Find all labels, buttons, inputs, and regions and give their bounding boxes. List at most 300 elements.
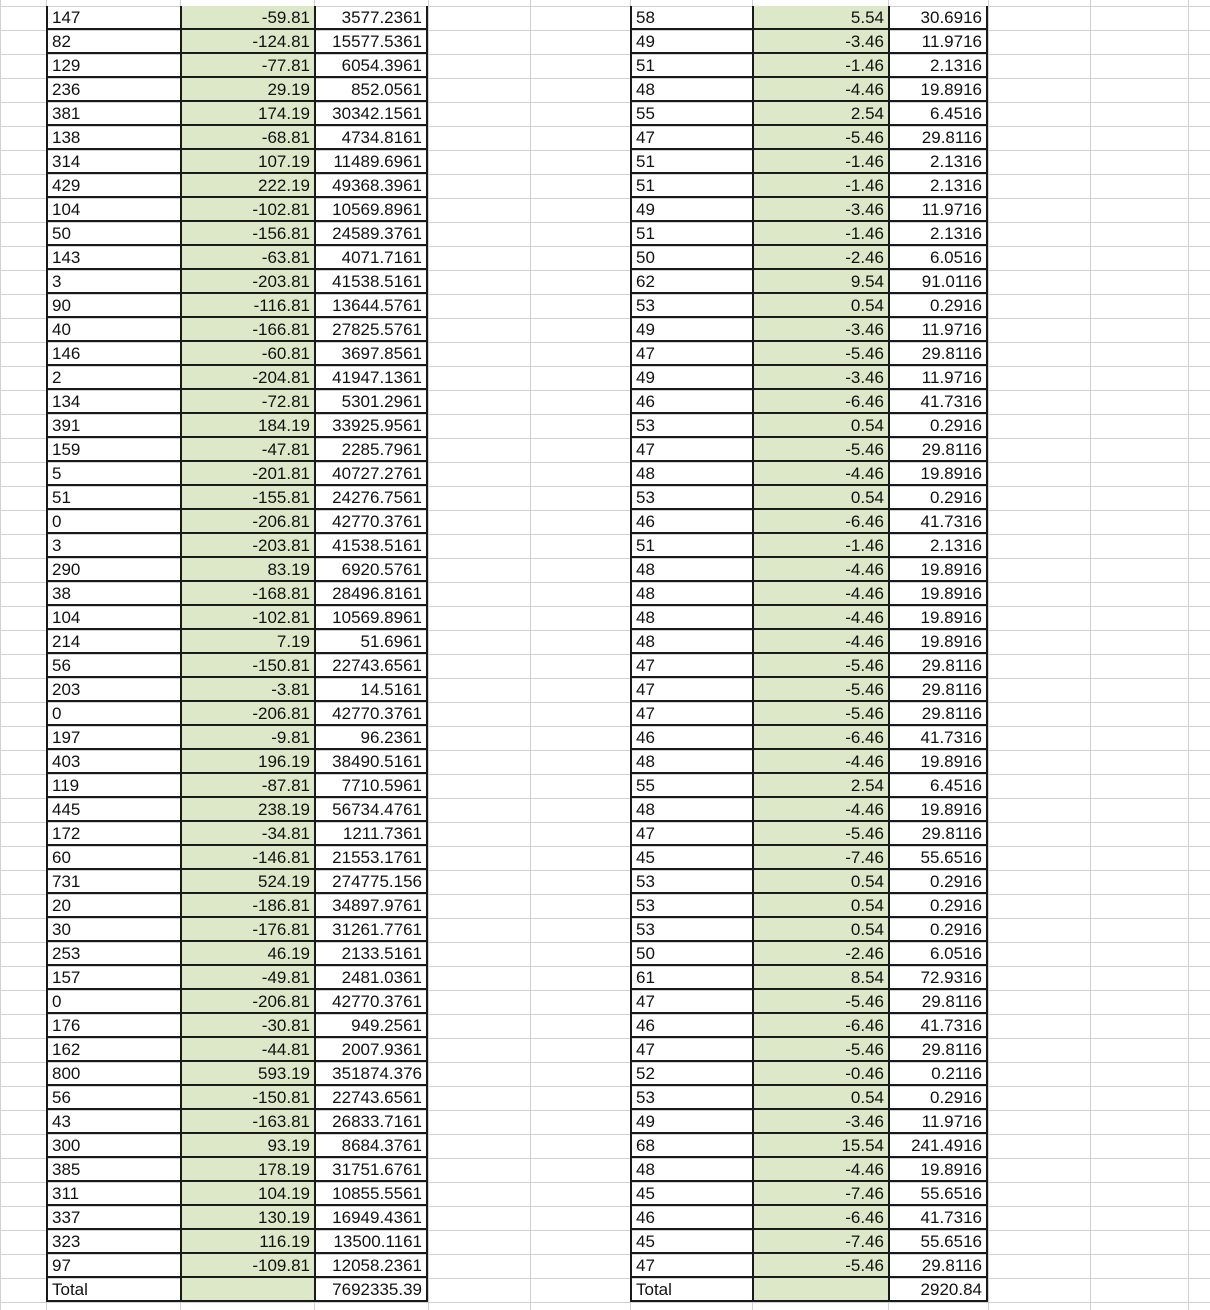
value-cell[interactable]: 38 <box>46 582 180 606</box>
squared-deviation-cell[interactable]: 55.6516 <box>888 1182 988 1206</box>
deviation-cell[interactable]: -206.81 <box>180 990 314 1014</box>
deviation-cell[interactable]: 2.54 <box>752 102 888 126</box>
squared-deviation-cell[interactable]: 41947.1361 <box>314 366 428 390</box>
squared-deviation-cell[interactable]: 10855.5561 <box>314 1182 428 1206</box>
deviation-cell[interactable]: 15.54 <box>752 1134 888 1158</box>
value-cell[interactable]: 56 <box>46 654 180 678</box>
deviation-cell[interactable]: -146.81 <box>180 846 314 870</box>
squared-deviation-cell[interactable]: 19.8916 <box>888 78 988 102</box>
value-cell[interactable]: 48 <box>630 750 752 774</box>
deviation-cell[interactable]: -109.81 <box>180 1254 314 1278</box>
value-cell[interactable]: 253 <box>46 942 180 966</box>
squared-deviation-cell[interactable]: 351874.376 <box>314 1062 428 1086</box>
deviation-cell[interactable]: 2.54 <box>752 774 888 798</box>
value-cell[interactable]: 62 <box>630 270 752 294</box>
deviation-cell[interactable]: 184.19 <box>180 414 314 438</box>
value-cell[interactable]: 176 <box>46 1014 180 1038</box>
deviation-cell[interactable]: -0.46 <box>752 1062 888 1086</box>
value-cell[interactable]: 385 <box>46 1158 180 1182</box>
squared-deviation-cell[interactable]: 41.7316 <box>888 726 988 750</box>
value-cell[interactable]: 48 <box>630 1158 752 1182</box>
value-cell[interactable]: 51 <box>630 150 752 174</box>
deviation-cell[interactable]: -102.81 <box>180 198 314 222</box>
value-cell[interactable]: 337 <box>46 1206 180 1230</box>
value-cell[interactable]: 197 <box>46 726 180 750</box>
deviation-cell[interactable]: -5.46 <box>752 654 888 678</box>
deviation-cell[interactable]: -201.81 <box>180 462 314 486</box>
squared-deviation-cell[interactable]: 49368.3961 <box>314 174 428 198</box>
deviation-cell[interactable]: -204.81 <box>180 366 314 390</box>
deviation-cell[interactable]: -163.81 <box>180 1110 314 1134</box>
deviation-cell[interactable]: -166.81 <box>180 318 314 342</box>
deviation-cell[interactable]: 0.54 <box>752 486 888 510</box>
deviation-cell[interactable]: -4.46 <box>752 750 888 774</box>
deviation-cell[interactable]: -1.46 <box>752 54 888 78</box>
squared-deviation-cell[interactable]: 29.8116 <box>888 438 988 462</box>
deviation-cell[interactable]: -4.46 <box>752 1158 888 1182</box>
squared-deviation-cell[interactable]: 21553.1761 <box>314 846 428 870</box>
deviation-cell[interactable]: -124.81 <box>180 30 314 54</box>
squared-deviation-cell[interactable]: 41.7316 <box>888 1014 988 1038</box>
value-cell[interactable]: 47 <box>630 438 752 462</box>
value-cell[interactable]: 143 <box>46 246 180 270</box>
squared-deviation-cell[interactable]: 11.9716 <box>888 1110 988 1134</box>
deviation-cell[interactable]: -9.81 <box>180 726 314 750</box>
value-cell[interactable]: 381 <box>46 102 180 126</box>
deviation-cell[interactable]: 0.54 <box>752 870 888 894</box>
deviation-cell[interactable]: -6.46 <box>752 1206 888 1230</box>
deviation-cell[interactable]: -3.46 <box>752 198 888 222</box>
deviation-cell[interactable]: -59.81 <box>180 6 314 30</box>
deviation-cell[interactable] <box>752 1278 888 1302</box>
squared-deviation-cell[interactable]: 27825.5761 <box>314 318 428 342</box>
deviation-cell[interactable]: -150.81 <box>180 654 314 678</box>
value-cell[interactable]: 60 <box>46 846 180 870</box>
deviation-cell[interactable]: -156.81 <box>180 222 314 246</box>
squared-deviation-cell[interactable]: 274775.156 <box>314 870 428 894</box>
value-cell[interactable]: 55 <box>630 102 752 126</box>
squared-deviation-cell[interactable]: 19.8916 <box>888 1158 988 1182</box>
deviation-cell[interactable]: -2.46 <box>752 942 888 966</box>
deviation-cell[interactable]: 196.19 <box>180 750 314 774</box>
squared-deviation-cell[interactable]: 6.4516 <box>888 102 988 126</box>
value-cell[interactable]: 445 <box>46 798 180 822</box>
squared-deviation-cell[interactable]: 12058.2361 <box>314 1254 428 1278</box>
deviation-cell[interactable]: 174.19 <box>180 102 314 126</box>
squared-deviation-cell[interactable]: 11.9716 <box>888 366 988 390</box>
value-cell[interactable]: 53 <box>630 870 752 894</box>
deviation-cell[interactable]: -5.46 <box>752 1254 888 1278</box>
deviation-cell[interactable]: 0.54 <box>752 894 888 918</box>
deviation-cell[interactable]: -150.81 <box>180 1086 314 1110</box>
deviation-cell[interactable]: -5.46 <box>752 678 888 702</box>
value-cell[interactable]: 214 <box>46 630 180 654</box>
value-cell[interactable]: 45 <box>630 1182 752 1206</box>
deviation-cell[interactable]: -68.81 <box>180 126 314 150</box>
squared-deviation-cell[interactable]: 13500.1161 <box>314 1230 428 1254</box>
value-cell[interactable]: 104 <box>46 606 180 630</box>
value-cell[interactable]: 138 <box>46 126 180 150</box>
deviation-cell[interactable]: -4.46 <box>752 798 888 822</box>
squared-deviation-cell[interactable]: 0.2916 <box>888 870 988 894</box>
squared-deviation-cell[interactable]: 19.8916 <box>888 798 988 822</box>
deviation-cell[interactable]: 29.19 <box>180 78 314 102</box>
value-cell[interactable]: 48 <box>630 78 752 102</box>
squared-deviation-cell[interactable]: 2.1316 <box>888 54 988 78</box>
deviation-cell[interactable]: -4.46 <box>752 630 888 654</box>
value-cell[interactable]: 5 <box>46 462 180 486</box>
deviation-cell[interactable]: 130.19 <box>180 1206 314 1230</box>
value-cell[interactable]: 51 <box>630 54 752 78</box>
squared-deviation-cell[interactable]: 41.7316 <box>888 510 988 534</box>
deviation-cell[interactable]: -5.46 <box>752 342 888 366</box>
squared-deviation-cell[interactable]: 19.8916 <box>888 606 988 630</box>
value-cell[interactable]: 203 <box>46 678 180 702</box>
squared-deviation-cell[interactable]: 3697.8561 <box>314 342 428 366</box>
value-cell[interactable]: 47 <box>630 822 752 846</box>
value-cell[interactable]: 47 <box>630 342 752 366</box>
squared-deviation-cell[interactable]: 31261.7761 <box>314 918 428 942</box>
deviation-cell[interactable]: -5.46 <box>752 126 888 150</box>
squared-deviation-cell[interactable]: 72.9316 <box>888 966 988 990</box>
squared-deviation-cell[interactable]: 22743.6561 <box>314 654 428 678</box>
deviation-cell[interactable]: 8.54 <box>752 966 888 990</box>
deviation-cell[interactable]: 593.19 <box>180 1062 314 1086</box>
deviation-cell[interactable]: -4.46 <box>752 462 888 486</box>
deviation-cell[interactable]: -44.81 <box>180 1038 314 1062</box>
deviation-cell[interactable]: -4.46 <box>752 606 888 630</box>
value-cell[interactable]: 46 <box>630 1206 752 1230</box>
deviation-cell[interactable]: -5.46 <box>752 822 888 846</box>
squared-deviation-cell[interactable]: 19.8916 <box>888 582 988 606</box>
squared-deviation-cell[interactable]: 6.0516 <box>888 942 988 966</box>
squared-deviation-cell[interactable]: 30.6916 <box>888 6 988 30</box>
value-cell[interactable]: 2 <box>46 366 180 390</box>
squared-deviation-cell[interactable]: 2.1316 <box>888 150 988 174</box>
squared-deviation-cell[interactable]: 34897.9761 <box>314 894 428 918</box>
value-cell[interactable]: 49 <box>630 366 752 390</box>
deviation-cell[interactable]: -3.46 <box>752 318 888 342</box>
squared-deviation-cell[interactable]: 26833.7161 <box>314 1110 428 1134</box>
value-cell[interactable]: 0 <box>46 510 180 534</box>
value-cell[interactable]: 300 <box>46 1134 180 1158</box>
deviation-cell[interactable]: -6.46 <box>752 726 888 750</box>
deviation-cell[interactable]: -87.81 <box>180 774 314 798</box>
total-label[interactable]: Total <box>46 1278 180 1302</box>
squared-deviation-cell[interactable]: 55.6516 <box>888 846 988 870</box>
value-cell[interactable]: 58 <box>630 6 752 30</box>
deviation-cell[interactable]: -4.46 <box>752 558 888 582</box>
value-cell[interactable]: 46 <box>630 1014 752 1038</box>
deviation-cell[interactable]: -49.81 <box>180 966 314 990</box>
deviation-cell[interactable]: 116.19 <box>180 1230 314 1254</box>
squared-deviation-cell[interactable]: 24276.7561 <box>314 486 428 510</box>
deviation-cell[interactable]: 178.19 <box>180 1158 314 1182</box>
deviation-cell[interactable]: 93.19 <box>180 1134 314 1158</box>
value-cell[interactable]: 97 <box>46 1254 180 1278</box>
squared-deviation-cell[interactable]: 28496.8161 <box>314 582 428 606</box>
value-cell[interactable]: 48 <box>630 558 752 582</box>
value-cell[interactable]: 3 <box>46 270 180 294</box>
value-cell[interactable]: 290 <box>46 558 180 582</box>
deviation-cell[interactable]: -1.46 <box>752 534 888 558</box>
squared-deviation-cell[interactable]: 2.1316 <box>888 534 988 558</box>
value-cell[interactable]: 403 <box>46 750 180 774</box>
value-cell[interactable]: 0 <box>46 702 180 726</box>
value-cell[interactable]: 52 <box>630 1062 752 1086</box>
value-cell[interactable]: 50 <box>630 942 752 966</box>
value-cell[interactable]: 51 <box>630 534 752 558</box>
squared-deviation-cell[interactable]: 91.0116 <box>888 270 988 294</box>
squared-deviation-cell[interactable]: 29.8116 <box>888 654 988 678</box>
squared-deviation-cell[interactable]: 42770.3761 <box>314 510 428 534</box>
value-cell[interactable]: 48 <box>630 798 752 822</box>
value-cell[interactable]: 51 <box>630 174 752 198</box>
value-cell[interactable]: 162 <box>46 1038 180 1062</box>
deviation-cell[interactable]: 46.19 <box>180 942 314 966</box>
total-value[interactable]: 2920.84 <box>888 1278 988 1302</box>
squared-deviation-cell[interactable]: 22743.6561 <box>314 1086 428 1110</box>
deviation-cell[interactable]: 0.54 <box>752 294 888 318</box>
deviation-cell[interactable]: 524.19 <box>180 870 314 894</box>
value-cell[interactable]: 49 <box>630 318 752 342</box>
squared-deviation-cell[interactable]: 2.1316 <box>888 174 988 198</box>
squared-deviation-cell[interactable]: 56734.4761 <box>314 798 428 822</box>
deviation-cell[interactable]: 238.19 <box>180 798 314 822</box>
deviation-cell[interactable]: 5.54 <box>752 6 888 30</box>
squared-deviation-cell[interactable]: 96.2361 <box>314 726 428 750</box>
squared-deviation-cell[interactable]: 11489.6961 <box>314 150 428 174</box>
squared-deviation-cell[interactable]: 6920.5761 <box>314 558 428 582</box>
squared-deviation-cell[interactable]: 5301.2961 <box>314 390 428 414</box>
deviation-cell[interactable]: -1.46 <box>752 174 888 198</box>
squared-deviation-cell[interactable]: 19.8916 <box>888 630 988 654</box>
squared-deviation-cell[interactable]: 11.9716 <box>888 318 988 342</box>
value-cell[interactable]: 20 <box>46 894 180 918</box>
deviation-cell[interactable]: -72.81 <box>180 390 314 414</box>
squared-deviation-cell[interactable]: 7710.5961 <box>314 774 428 798</box>
value-cell[interactable]: 43 <box>46 1110 180 1134</box>
deviation-cell[interactable]: -3.81 <box>180 678 314 702</box>
squared-deviation-cell[interactable]: 6.0516 <box>888 246 988 270</box>
value-cell[interactable]: 47 <box>630 678 752 702</box>
deviation-cell[interactable]: -5.46 <box>752 1038 888 1062</box>
value-cell[interactable]: 159 <box>46 438 180 462</box>
value-cell[interactable]: 30 <box>46 918 180 942</box>
squared-deviation-cell[interactable]: 11.9716 <box>888 198 988 222</box>
deviation-cell[interactable]: 0.54 <box>752 918 888 942</box>
deviation-cell[interactable]: -3.46 <box>752 30 888 54</box>
value-cell[interactable]: 391 <box>46 414 180 438</box>
squared-deviation-cell[interactable]: 33925.9561 <box>314 414 428 438</box>
deviation-cell[interactable]: -206.81 <box>180 702 314 726</box>
squared-deviation-cell[interactable]: 852.0561 <box>314 78 428 102</box>
deviation-cell[interactable]: -47.81 <box>180 438 314 462</box>
deviation-cell[interactable]: -7.46 <box>752 846 888 870</box>
value-cell[interactable]: 47 <box>630 702 752 726</box>
deviation-cell[interactable]: -77.81 <box>180 54 314 78</box>
value-cell[interactable]: 134 <box>46 390 180 414</box>
deviation-cell[interactable]: -63.81 <box>180 246 314 270</box>
squared-deviation-cell[interactable]: 51.6961 <box>314 630 428 654</box>
squared-deviation-cell[interactable]: 29.8116 <box>888 702 988 726</box>
deviation-cell[interactable]: -6.46 <box>752 510 888 534</box>
value-cell[interactable]: 731 <box>46 870 180 894</box>
deviation-cell[interactable]: -3.46 <box>752 1110 888 1134</box>
deviation-cell[interactable]: -5.46 <box>752 438 888 462</box>
value-cell[interactable]: 53 <box>630 894 752 918</box>
value-cell[interactable]: 323 <box>46 1230 180 1254</box>
squared-deviation-cell[interactable]: 2007.9361 <box>314 1038 428 1062</box>
value-cell[interactable]: 90 <box>46 294 180 318</box>
value-cell[interactable]: 45 <box>630 846 752 870</box>
deviation-cell[interactable]: -203.81 <box>180 534 314 558</box>
squared-deviation-cell[interactable]: 0.2916 <box>888 486 988 510</box>
value-cell[interactable]: 46 <box>630 726 752 750</box>
value-cell[interactable]: 311 <box>46 1182 180 1206</box>
value-cell[interactable]: 46 <box>630 390 752 414</box>
deviation-cell[interactable]: -7.46 <box>752 1182 888 1206</box>
squared-deviation-cell[interactable]: 2133.5161 <box>314 942 428 966</box>
squared-deviation-cell[interactable]: 2481.0361 <box>314 966 428 990</box>
squared-deviation-cell[interactable]: 19.8916 <box>888 462 988 486</box>
deviation-cell[interactable]: 104.19 <box>180 1182 314 1206</box>
squared-deviation-cell[interactable]: 29.8116 <box>888 1254 988 1278</box>
value-cell[interactable]: 47 <box>630 1254 752 1278</box>
squared-deviation-cell[interactable]: 29.8116 <box>888 990 988 1014</box>
squared-deviation-cell[interactable]: 0.2916 <box>888 294 988 318</box>
value-cell[interactable]: 47 <box>630 990 752 1014</box>
squared-deviation-cell[interactable]: 8684.3761 <box>314 1134 428 1158</box>
deviation-cell[interactable]: 7.19 <box>180 630 314 654</box>
squared-deviation-cell[interactable]: 14.5161 <box>314 678 428 702</box>
squared-deviation-cell[interactable]: 0.2116 <box>888 1062 988 1086</box>
squared-deviation-cell[interactable]: 55.6516 <box>888 1230 988 1254</box>
value-cell[interactable]: 53 <box>630 414 752 438</box>
value-cell[interactable]: 50 <box>46 222 180 246</box>
total-value[interactable]: 7692335.39 <box>314 1278 428 1302</box>
deviation-cell[interactable]: -116.81 <box>180 294 314 318</box>
squared-deviation-cell[interactable]: 29.8116 <box>888 822 988 846</box>
squared-deviation-cell[interactable]: 31751.6761 <box>314 1158 428 1182</box>
value-cell[interactable]: 47 <box>630 1038 752 1062</box>
deviation-cell[interactable]: -206.81 <box>180 510 314 534</box>
deviation-cell[interactable]: -176.81 <box>180 918 314 942</box>
deviation-cell[interactable]: -3.46 <box>752 366 888 390</box>
value-cell[interactable]: 104 <box>46 198 180 222</box>
deviation-cell[interactable]: -7.46 <box>752 1230 888 1254</box>
squared-deviation-cell[interactable]: 4734.8161 <box>314 126 428 150</box>
value-cell[interactable]: 53 <box>630 1086 752 1110</box>
value-cell[interactable]: 146 <box>46 342 180 366</box>
squared-deviation-cell[interactable]: 0.2916 <box>888 894 988 918</box>
deviation-cell[interactable]: -5.46 <box>752 702 888 726</box>
value-cell[interactable]: 51 <box>630 222 752 246</box>
deviation-cell[interactable]: 0.54 <box>752 414 888 438</box>
value-cell[interactable]: 53 <box>630 486 752 510</box>
value-cell[interactable]: 55 <box>630 774 752 798</box>
value-cell[interactable]: 56 <box>46 1086 180 1110</box>
deviation-cell[interactable]: -186.81 <box>180 894 314 918</box>
squared-deviation-cell[interactable]: 41538.5161 <box>314 270 428 294</box>
deviation-cell[interactable]: 0.54 <box>752 1086 888 1110</box>
squared-deviation-cell[interactable]: 0.2916 <box>888 918 988 942</box>
squared-deviation-cell[interactable]: 29.8116 <box>888 678 988 702</box>
squared-deviation-cell[interactable]: 42770.3761 <box>314 990 428 1014</box>
value-cell[interactable]: 50 <box>630 246 752 270</box>
value-cell[interactable]: 236 <box>46 78 180 102</box>
squared-deviation-cell[interactable]: 10569.8961 <box>314 606 428 630</box>
deviation-cell[interactable]: -155.81 <box>180 486 314 510</box>
squared-deviation-cell[interactable]: 0.2916 <box>888 1086 988 1110</box>
squared-deviation-cell[interactable]: 16949.4361 <box>314 1206 428 1230</box>
squared-deviation-cell[interactable]: 10569.8961 <box>314 198 428 222</box>
value-cell[interactable]: 49 <box>630 198 752 222</box>
value-cell[interactable]: 119 <box>46 774 180 798</box>
value-cell[interactable]: 429 <box>46 174 180 198</box>
squared-deviation-cell[interactable]: 42770.3761 <box>314 702 428 726</box>
value-cell[interactable]: 47 <box>630 126 752 150</box>
value-cell[interactable]: 49 <box>630 1110 752 1134</box>
deviation-cell[interactable]: -1.46 <box>752 150 888 174</box>
deviation-cell[interactable]: -6.46 <box>752 390 888 414</box>
squared-deviation-cell[interactable]: 29.8116 <box>888 1038 988 1062</box>
value-cell[interactable]: 800 <box>46 1062 180 1086</box>
deviation-cell[interactable]: 83.19 <box>180 558 314 582</box>
deviation-cell[interactable]: -30.81 <box>180 1014 314 1038</box>
squared-deviation-cell[interactable]: 13644.5761 <box>314 294 428 318</box>
squared-deviation-cell[interactable]: 41538.5161 <box>314 534 428 558</box>
deviation-cell[interactable]: 9.54 <box>752 270 888 294</box>
squared-deviation-cell[interactable]: 6054.3961 <box>314 54 428 78</box>
value-cell[interactable]: 129 <box>46 54 180 78</box>
deviation-cell[interactable]: -2.46 <box>752 246 888 270</box>
deviation-cell[interactable]: -5.46 <box>752 990 888 1014</box>
deviation-cell[interactable]: -6.46 <box>752 1014 888 1038</box>
value-cell[interactable]: 157 <box>46 966 180 990</box>
squared-deviation-cell[interactable]: 38490.5161 <box>314 750 428 774</box>
value-cell[interactable]: 314 <box>46 150 180 174</box>
deviation-cell[interactable]: -203.81 <box>180 270 314 294</box>
value-cell[interactable]: 48 <box>630 630 752 654</box>
value-cell[interactable]: 172 <box>46 822 180 846</box>
value-cell[interactable]: 53 <box>630 294 752 318</box>
squared-deviation-cell[interactable]: 3577.2361 <box>314 6 428 30</box>
squared-deviation-cell[interactable]: 29.8116 <box>888 126 988 150</box>
value-cell[interactable]: 49 <box>630 30 752 54</box>
deviation-cell[interactable]: -4.46 <box>752 582 888 606</box>
squared-deviation-cell[interactable]: 15577.5361 <box>314 30 428 54</box>
value-cell[interactable]: 0 <box>46 990 180 1014</box>
value-cell[interactable]: 48 <box>630 582 752 606</box>
squared-deviation-cell[interactable]: 30342.1561 <box>314 102 428 126</box>
squared-deviation-cell[interactable]: 0.2916 <box>888 414 988 438</box>
value-cell[interactable]: 40 <box>46 318 180 342</box>
deviation-cell[interactable]: -4.46 <box>752 78 888 102</box>
value-cell[interactable]: 53 <box>630 918 752 942</box>
squared-deviation-cell[interactable]: 2.1316 <box>888 222 988 246</box>
value-cell[interactable]: 147 <box>46 6 180 30</box>
squared-deviation-cell[interactable]: 19.8916 <box>888 750 988 774</box>
squared-deviation-cell[interactable]: 2285.7961 <box>314 438 428 462</box>
deviation-cell[interactable]: -1.46 <box>752 222 888 246</box>
value-cell[interactable]: 51 <box>46 486 180 510</box>
squared-deviation-cell[interactable]: 41.7316 <box>888 390 988 414</box>
value-cell[interactable]: 68 <box>630 1134 752 1158</box>
squared-deviation-cell[interactable]: 949.2561 <box>314 1014 428 1038</box>
squared-deviation-cell[interactable]: 4071.7161 <box>314 246 428 270</box>
squared-deviation-cell[interactable]: 24589.3761 <box>314 222 428 246</box>
